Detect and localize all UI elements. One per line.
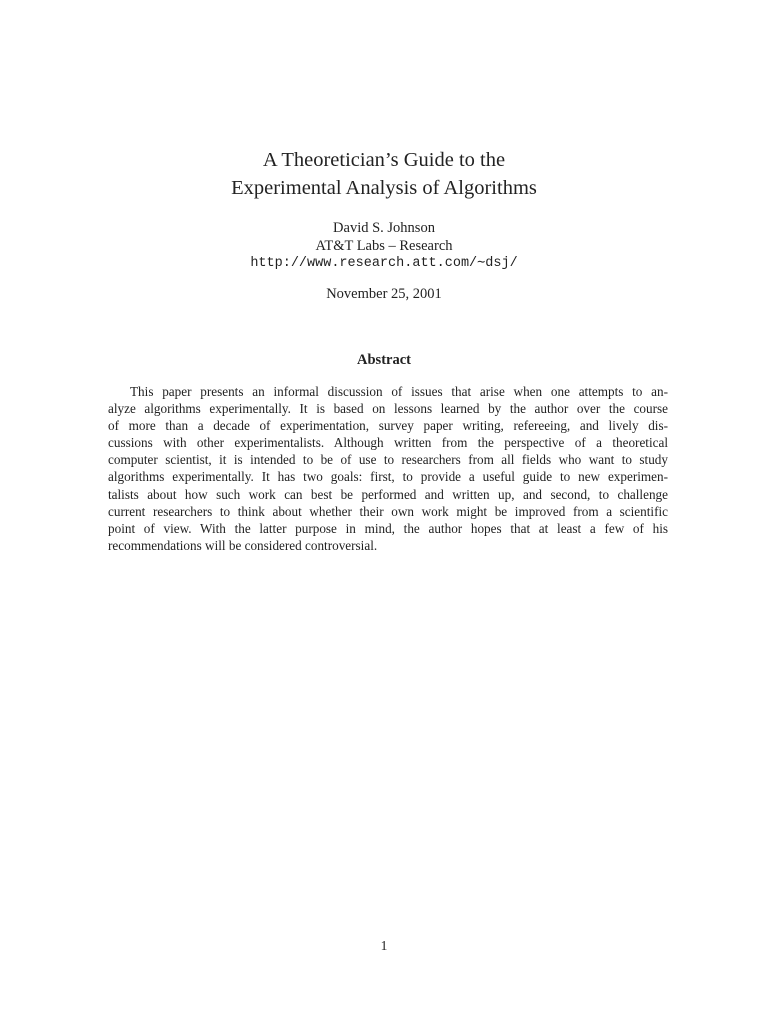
paper-title (0, 146, 768, 202)
abstract-line: alyze algorithms experimentally. It is based on lessons learned by the author over the course (108, 401, 668, 417)
abstract-line: talists about how such work can best be performed and written up, and second, to challenge (108, 486, 668, 502)
title-line-1: A Theoretician’s Guide to the (262, 149, 506, 171)
abstract-body (108, 383, 668, 554)
paper-date: November 25, 2001 (326, 286, 442, 302)
author-affiliation: AT&T Labs – Research (315, 238, 453, 254)
abstract-heading: Abstract (357, 352, 411, 368)
abstract-line: cussions with other experimentalists. Although written from the perspective of a theoretical (108, 435, 668, 451)
abstract-line: This paper presents an informal discussion of issues that arise when one attempts to an- (130, 384, 668, 399)
abstract-line: point of view. With the latter purpose in mind, the author hopes that at least a few of his (108, 520, 668, 536)
abstract-line: current researchers to think about whether their own work might be improved from a scientific (108, 503, 668, 519)
author-name: David S. Johnson (333, 220, 435, 236)
author-block (0, 219, 768, 273)
abstract-line: of more than a decade of experimentation, survey paper writing, refereeing, and lively dis- (108, 418, 668, 434)
page-number: 1 (380, 938, 388, 953)
title-line-2: Experimental Analysis of Algorithms (231, 177, 537, 199)
author-url: http://www.research.att.com/∼dsj/ (250, 256, 518, 271)
abstract-line: computer scientist, it is intended to be of use to researchers from all fields who want to study (108, 452, 668, 468)
abstract-line: recommendations will be considered controversial. (108, 537, 378, 553)
abstract-line: algorithms experimentally. It has two goals: first, to provide a useful guide to new experimen- (108, 469, 668, 485)
